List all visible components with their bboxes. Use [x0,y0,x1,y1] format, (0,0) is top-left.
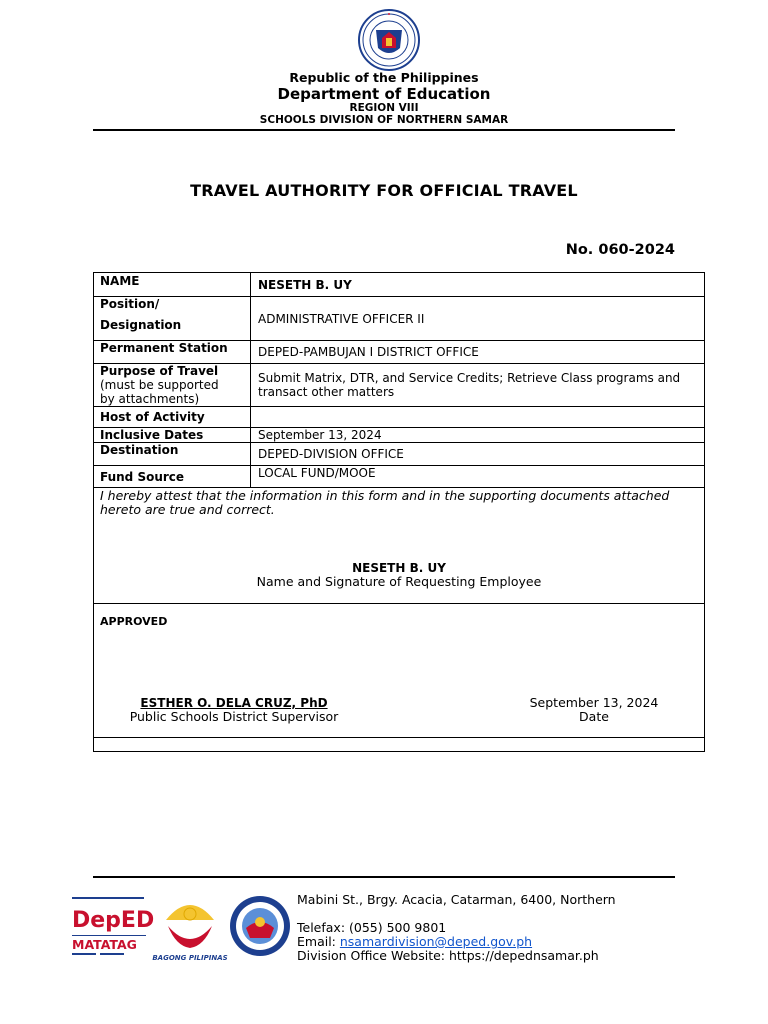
purpose-label-main: Purpose of Travel [100,364,219,378]
dates-value: September 13, 2024 [258,428,382,442]
attestation-text: I hereby attest that the information in this form and in the supporting documents attached hereto are true and correct. [100,488,670,517]
document-title: TRAVEL AUTHORITY FOR OFFICIAL TRAVEL [190,181,578,200]
date-caption: Date [579,709,609,724]
department-line: Department of Education [277,85,491,103]
employee-caption: Name and Signature of Requesting Employee [256,574,542,589]
column-divider [250,273,251,487]
deped-logo-text: DepED [72,908,155,933]
deped-regional-seal-icon [224,894,296,958]
position-label [100,297,248,332]
footer-website: Division Office Website: https://depednsamar.ph [297,948,599,963]
deped-matatag-logo-icon [70,895,155,963]
station-label: Permanent Station [100,341,228,355]
row-divider [94,737,704,738]
destination-label: Destination [100,443,179,457]
purpose-label-note-1: (must be supported [100,378,219,392]
footer-email-label: Email: [297,934,340,949]
header-divider [93,129,675,131]
document-number: No. 060-2024 [565,242,675,258]
purpose-label [100,364,248,406]
station-value: DEPED-PAMBUJAN I DISTRICT OFFICE [258,345,479,359]
matatag-logo-text: MATATAG [72,937,137,952]
bagong-pilipinas-logo-icon [152,892,228,962]
footer-address: Mabini St., Brgy. Acacia, Catarman, 6400, Northern [297,892,616,907]
host-label: Host of Activity [100,410,205,424]
purpose-value: Submit Matrix, DTR, and Service Credits; Retrieve Class programs and transact other matters [258,371,681,399]
employee-name: NESETH B. UY [352,561,446,575]
bagong-pilipinas-logo-text: BAGONG PILIPINAS [152,954,228,962]
position-label-line2: Designation [100,318,182,332]
dates-label: Inclusive Dates [100,428,204,442]
region-line: REGION VIII [349,102,419,114]
approval-date: September 13, 2024 [529,695,659,710]
approved-label: APPROVED [100,615,168,628]
row-divider [94,406,704,407]
footer-divider [93,876,675,878]
footer-telefax: Telefax: (055) 500 9801 [297,920,447,935]
destination-value: DEPED-DIVISION OFFICE [258,447,404,461]
republic-line: Republic of the Philippines [289,70,479,85]
name-value: NESETH B. UY [258,278,352,292]
fund-label: Fund Source [100,470,185,484]
division-line: SCHOOLS DIVISION OF NORTHERN SAMAR [259,114,509,126]
deped-seal-icon [352,8,426,72]
purpose-label-note-2: by attachments) [100,392,200,406]
name-label: NAME [100,274,140,288]
approver-name: ESTHER O. DELA CRUZ, PhD [140,696,328,710]
row-divider [94,603,704,604]
travel-authority-table [93,272,705,752]
fund-value: LOCAL FUND/MOOE [258,466,376,480]
position-label-line1: Position/ [100,297,160,311]
footer-email-link[interactable]: nsamardivision@deped.gov.ph [339,934,533,949]
position-value: ADMINISTRATIVE OFFICER II [258,312,425,326]
approver-title: Public Schools District Supervisor [129,709,339,724]
footer-email-line [297,934,532,949]
